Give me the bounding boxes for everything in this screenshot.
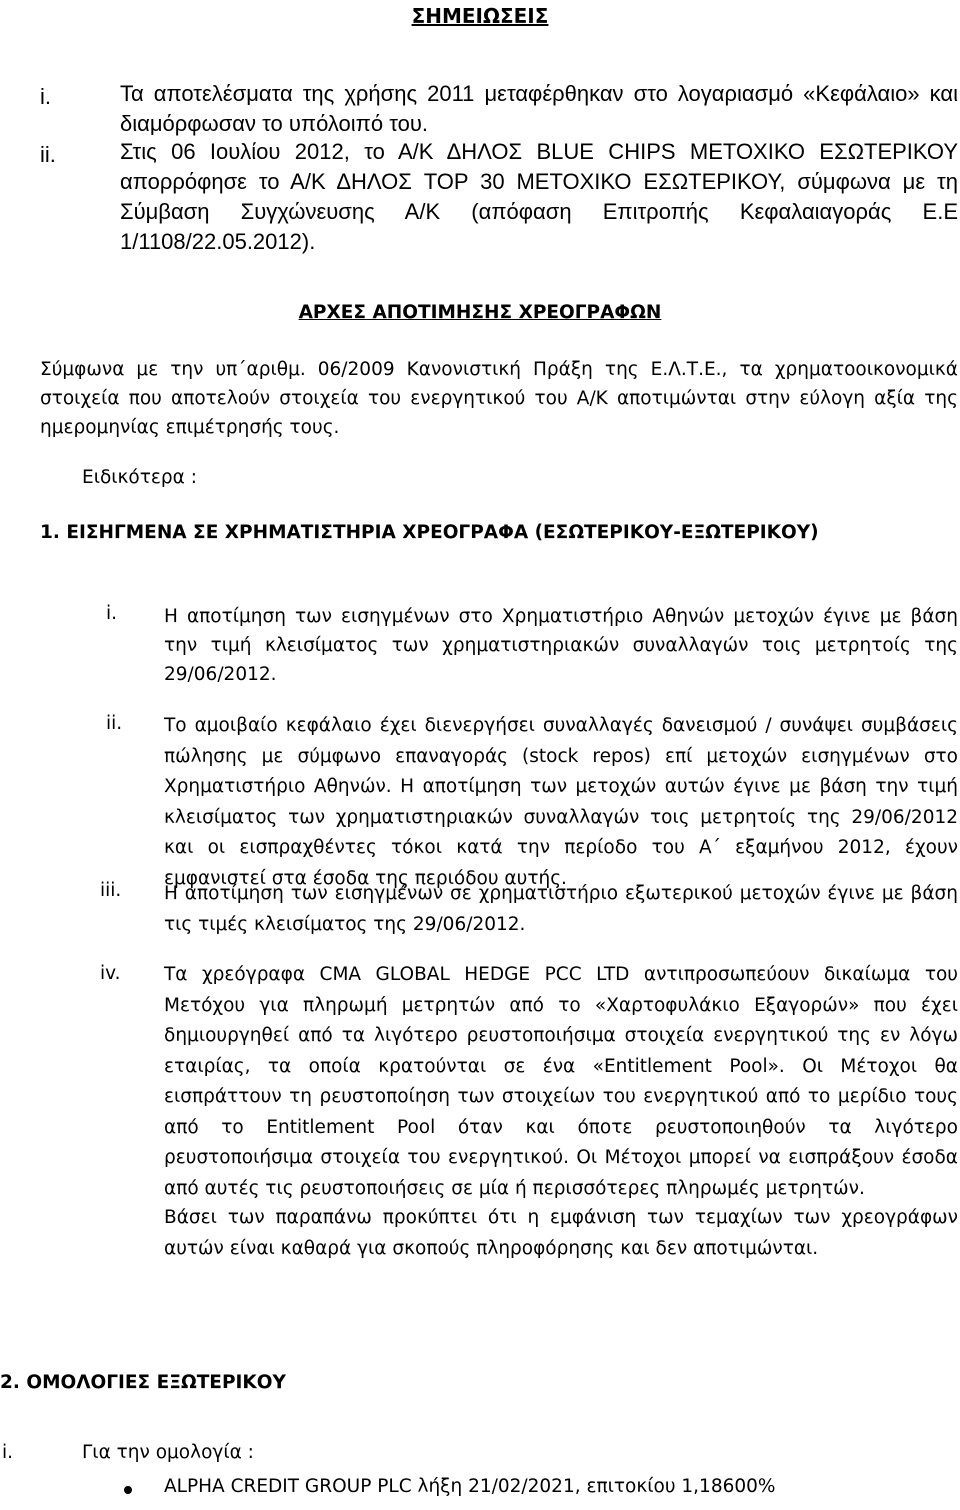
page-title: ΣΗΜΕΙΩΣΕΙΣ: [411, 4, 549, 28]
item-text: Το αμοιβαίο κεφάλαιο έχει διενεργήσει συναλλαγές δανεισμού / συνάψει συμβάσεις πώλησης με σύμφωνο επαναγοράς (stock repos) επί μετοχών εισηγμένων στο Χρηματιστήριο Αθηνών. Η αποτίμηση των μετοχών αυτών έγινε με βάση την τιμή κλεισίματος των χρηματιστηριακών συναλλαγών τοις μετρητοίς της 29/06/2012 και οι εισπραχθέντες τόκοι κατά την περίοδο του Α΄ εξαμήνου 2012, έχουν εμφανιστεί στα έσοδα της περιόδου αυτής.: [164, 715, 958, 889]
item-text: Η αποτίμηση των εισηγμένων σε χρηματιστήριο εξωτερικού μετοχών έγινε με βάση τις τιμές κλεισίματος της 29/06/2012.: [164, 883, 958, 935]
item-marker: iii.: [100, 880, 122, 901]
note-marker: ii.: [40, 142, 56, 167]
item-text: Τα χρεόγραφα CMA GLOBAL HEDGE PCC LTD αντιπροσωπεύουν δικαίωμα του Μετόχου για πληρωμή μετρητών από το «Χαρτοφυλάκιο Εξαγορών» που έχει δημιουργηθεί από τα λιγότερο ρευστοποιήσιμα στοιχεία ενεργητικού της εν λόγω εταιρίας, τα οποία κρατούνται σε ένα «Entitlement Pool». Οι Μέτοχοι θα εισπράττουν τη ρευστοποίηση των στοιχείων του ενεργητικού από το μερίδιο τους από το Entitlement Pool όταν και όποτε ρευστοποιηθούν τα λιγότερο ρευστοποιήσιμα στοιχεία του ενεργητικού. Οι Μέτοχοι μπορεί να εισπράξουν έσοδα από αυτές τις ρευστοποιήσεις σε μία ή περισσότερες πληρωμές μετρητών.: [164, 964, 958, 1199]
sub-marker: i.: [2, 1442, 14, 1463]
item-marker: ii.: [106, 713, 123, 734]
bullet-icon: [124, 1486, 132, 1494]
item-marker: iv.: [100, 963, 121, 984]
note-text: Τα αποτελέσματα της χρήσης 2011 μεταφέρθηκαν στο λογαριασμό «Κεφάλαιο» και διαμόρφωσαν το υπόλοιπό του.: [120, 81, 958, 136]
bond-item: ALPHA CREDIT GROUP PLC λήξη 21/02/2021, επιτοκίου 1,18600%: [164, 1476, 776, 1497]
specifically-label: Ειδικότερα :: [82, 467, 197, 488]
item-text: Η αποτίμηση των εισηγμένων στο Χρηματιστήριο Αθηνών μετοχών έγινε με βάση την τιμή κλεισίματος των χρηματιστηριακών συναλλαγών τοις μετρητοίς της 29/06/2012.: [164, 606, 958, 685]
note-marker: i.: [40, 84, 51, 109]
item-text-continued: Βάσει των παραπάνω προκύπτει ότι η εμφάνιση των τεμαχίων των χρεογράφων αυτών είναι καθαρά για σκοπούς πληροφόρησης και δεν αποτιμώνται.: [164, 1207, 958, 1259]
note-text: Στις 06 Ιουλίου 2012, το Α/Κ ΔΗΛΟΣ BLUE CHIPS ΜΕΤΟΧΙΚΟ ΕΣΩΤΕΡΙΚΟΥ απορρόφησε το Α/Κ ΔΗΛΟΣ TOP 30 ΜΕΤΟΧΙΚΟ ΕΣΩΤΕΡΙΚΟΥ, σύμφωνα με τη Σύμβαση Συγχώνευσης Α/Κ (απόφαση Επιτροπής Κεφαλαιαγοράς Ε.Ε 1/1108/22.05.2012).: [120, 139, 958, 254]
section-heading: ΑΡΧΕΣ ΑΠΟΤΙΜΗΣΗΣ ΧΡΕΟΓΡΑΦΩΝ: [298, 302, 662, 323]
sub-label: Για την ομολογία :: [82, 1442, 254, 1463]
item-marker: i.: [106, 603, 118, 624]
section-heading: 2. ΟΜΟΛΟΓΙΕΣ ΕΞΩΤΕΡΙΚΟΥ: [0, 1372, 286, 1393]
section-heading: 1. ΕΙΣΗΓΜΕΝΑ ΣΕ ΧΡΗΜΑΤΙΣΤΗΡΙΑ ΧΡΕΟΓΡΑΦΑ (ΕΣΩΤΕΡΙΚΟΥ-ΕΞΩΤΕΡΙΚΟΥ): [40, 522, 819, 543]
valuation-intro: Σύμφωνα με την υπ΄αριθμ. 06/2009 Κανονιστική Πράξη της Ε.Λ.Τ.Ε., τα χρηματοοικονομικά στοιχεία που αποτελούν στοιχεία του ενεργητικού του Α/Κ αποτιμώνται στην εύλογη αξία της ημερομηνίας επιμέτρησής τους.: [40, 359, 958, 438]
